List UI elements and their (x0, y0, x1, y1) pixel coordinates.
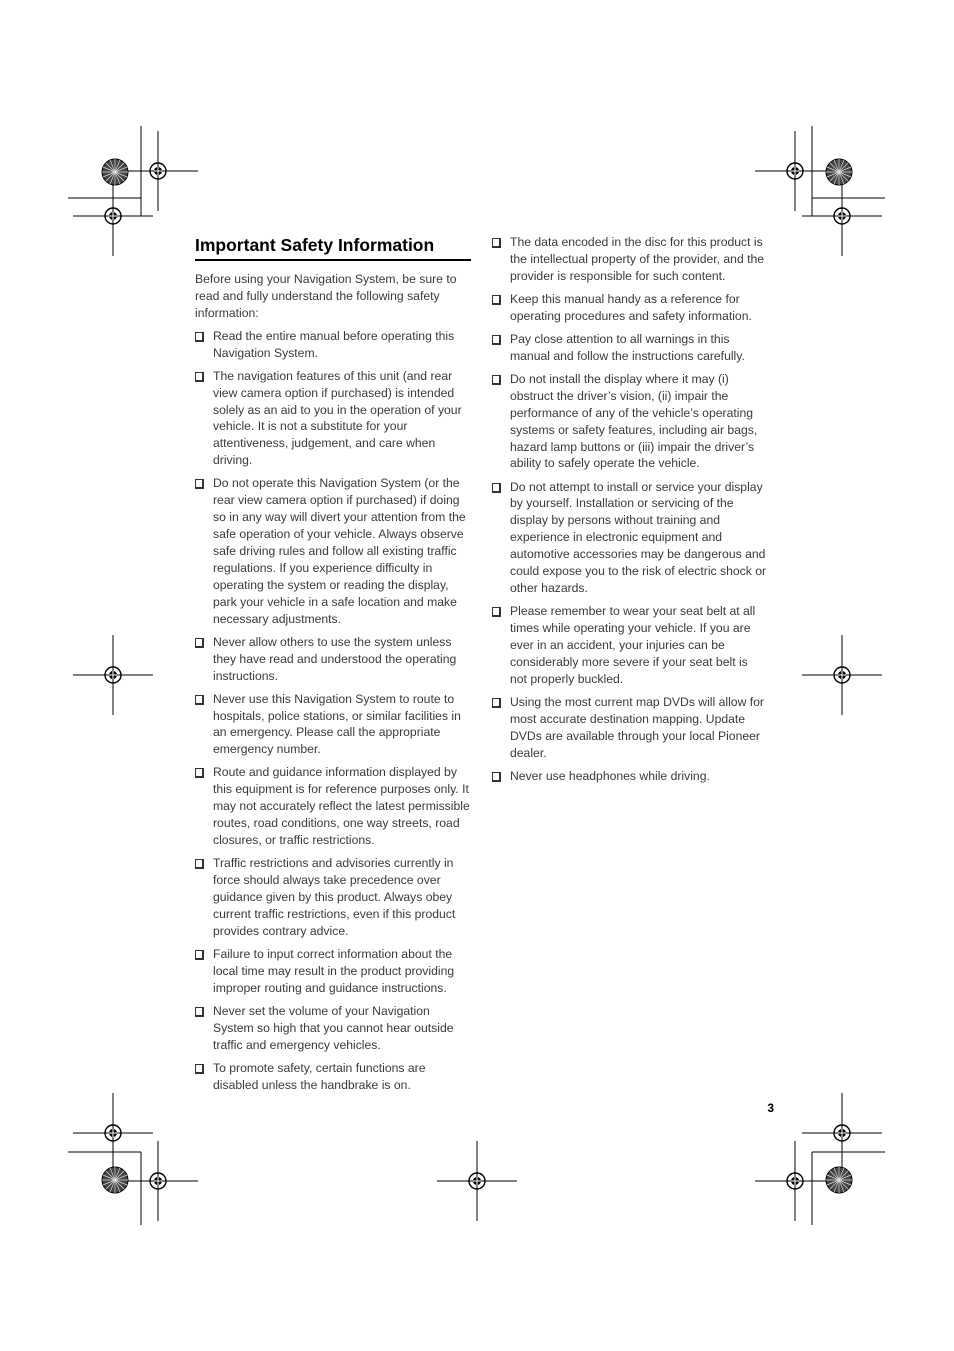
safety-list-left (195, 328, 471, 1094)
color-target-icon (826, 1167, 852, 1193)
checkbox-bullet-icon (492, 483, 501, 493)
checkbox-bullet-icon (195, 695, 204, 705)
list-item: Failure to input correct information about the local time may result in the product providing improper routing and guidance instructions. (195, 946, 471, 997)
checkbox-bullet-icon (492, 698, 501, 708)
checkbox-bullet-icon (195, 479, 204, 489)
list-item: Keep this manual handy as a reference for operating procedures and safety information. (492, 291, 768, 325)
safety-list-right (492, 234, 768, 785)
page-number: 3 (767, 1101, 774, 1115)
checkbox-bullet-icon (492, 772, 501, 782)
checkbox-bullet-icon (492, 295, 501, 305)
right-column (492, 234, 768, 791)
left-column (195, 234, 471, 1100)
checkbox-bullet-icon (492, 375, 501, 385)
list-item: Using the most current map DVDs will allow for most accurate destination mapping. Update DVDs are available through your local Pioneer dealer. (492, 694, 768, 762)
list-item: Route and guidance information displayed by this equipment is for reference purposes only. It may not accurately reflect the latest permissible routes, road conditions, one way streets, road closures, or traffic restrictions. (195, 764, 471, 849)
list-item: To promote safety, certain functions are disabled unless the handbrake is on. (195, 1060, 471, 1094)
list-item: Never use this Navigation System to route to hospitals, police stations, or similar facilities in an emergency. Please call the appropriate emergency number. (195, 691, 471, 759)
checkbox-bullet-icon (195, 1007, 204, 1017)
checkbox-bullet-icon (492, 238, 501, 248)
checkbox-bullet-icon (195, 638, 204, 648)
registration-mark-icon (118, 131, 198, 211)
checkbox-bullet-icon (195, 332, 204, 342)
page-title: Important Safety Information (195, 234, 471, 261)
list-item: Never use headphones while driving. (492, 768, 768, 785)
checkbox-bullet-icon (492, 607, 501, 617)
checkbox-bullet-icon (492, 335, 501, 345)
registration-mark-icon (118, 1141, 198, 1221)
color-target-icon (826, 159, 852, 185)
registration-mark-icon (802, 635, 882, 715)
list-item: Please remember to wear your seat belt at all times while operating your vehicle. If you are ever in an accident, your injuries can be considerably more severe if your seat belt is not properly buckled. (492, 603, 768, 688)
registration-mark-icon (755, 131, 835, 211)
list-item: Never allow others to use the system unless they have read and understood the operating instructions. (195, 634, 471, 685)
list-item: Do not operate this Navigation System (or the rear view camera option if purchased) if doing so in any way will divert your attention from the safe operation of your vehicle. Always observe safe driving rules and follow all existing traffic regulations. If you experience difficulty in operating the system or reading the display, park your vehicle in a safe location and make necessary adjustments. (195, 475, 471, 627)
registration-mark-icon (73, 635, 153, 715)
list-item: Never set the volume of your Navigation System so high that you cannot hear outside traffic and emergency vehicles. (195, 1003, 471, 1054)
checkbox-bullet-icon (195, 372, 204, 382)
registration-mark-icon (437, 1141, 517, 1221)
list-item: Read the entire manual before operating this Navigation System. (195, 328, 471, 362)
list-item: The navigation features of this unit (and rear view camera option if purchased) is intended solely as an aid to you in the operation of your vehicle. It is not a substitute for your attentiveness, judgement, and care when driving. (195, 368, 471, 469)
checkbox-bullet-icon (195, 950, 204, 960)
list-item: Do not attempt to install or service your display by yourself. Installation or servicing of the display by persons without training and experience in electronic equipment and automotive accessories may be dangerous and could expose you to the risk of electric shock or other hazards. (492, 479, 768, 597)
list-item: Traffic restrictions and advisories currently in force should always take precedence over guidance given by this product. Always obey current traffic restrictions, even if this product provides contrary advice. (195, 855, 471, 940)
checkbox-bullet-icon (195, 768, 204, 778)
list-item: Pay close attention to all warnings in this manual and follow the instructions carefully. (492, 331, 768, 365)
list-item: The data encoded in the disc for this product is the intellectual property of the provider, and the provider is responsible for such content. (492, 234, 768, 285)
intro-paragraph: Before using your Navigation System, be sure to read and fully understand the following safety information: (195, 272, 457, 320)
registration-mark-icon (802, 176, 882, 256)
checkbox-bullet-icon (195, 859, 204, 869)
registration-mark-icon (755, 1141, 835, 1221)
registration-mark-icon (802, 1093, 882, 1173)
color-target-icon (102, 1167, 128, 1193)
color-target-icon (102, 159, 128, 185)
checkbox-bullet-icon (195, 1064, 204, 1074)
list-item: Do not install the display where it may (i) obstruct the driver’s vision, (ii) impair the performance of any of the vehicle’s operating systems or safety features, including air bags, hazard lamp buttons or (iii) impair the driver’s ability to safely operate the vehicle. (492, 371, 768, 472)
